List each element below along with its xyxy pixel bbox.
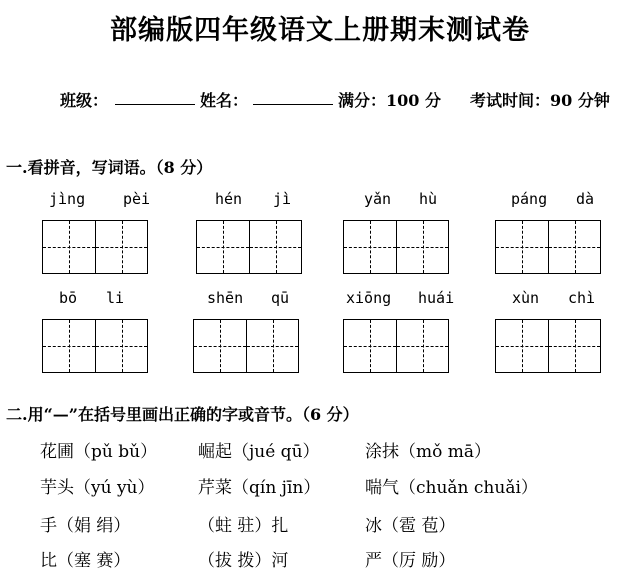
choice-item[interactable]: 比（塞 赛） — [40, 551, 131, 571]
choice-item[interactable]: 花圃（pǔ bǔ） — [40, 442, 158, 462]
pinyin: qū — [271, 289, 290, 307]
pinyin: li — [106, 289, 125, 307]
pinyin: hù — [419, 190, 438, 208]
choice-item[interactable]: （蛀 驻）扎 — [198, 516, 289, 536]
writing-grid[interactable] — [42, 319, 148, 373]
pinyin: jìng — [49, 190, 86, 208]
writing-grid[interactable] — [193, 319, 299, 373]
pinyin: hén — [215, 190, 243, 208]
pinyin: xùn — [512, 289, 540, 307]
choice-item[interactable]: 芋头（yú yù） — [40, 478, 155, 498]
pinyin: shēn — [207, 289, 244, 307]
pinyin: dà — [576, 190, 595, 208]
writing-grid[interactable] — [343, 319, 449, 373]
pinyin: jì — [273, 190, 292, 208]
pinyin: bō — [59, 289, 78, 307]
choice-item[interactable]: （拔 拨）河 — [198, 551, 289, 571]
pinyin: xiōng — [346, 289, 392, 307]
name-label: 姓名： — [200, 91, 249, 110]
section1-heading: 一.看拼音，写词语。（8 分） — [6, 158, 213, 177]
pinyin: pèi — [123, 190, 151, 208]
writing-grid[interactable] — [495, 319, 601, 373]
choice-item[interactable]: 严（厉 励） — [365, 551, 456, 571]
class-blank[interactable] — [115, 88, 195, 109]
full-score: 满分：100 分 — [338, 91, 441, 110]
writing-grid[interactable] — [495, 220, 601, 274]
exam-time: 考试时间：90 分钟 — [470, 91, 610, 110]
writing-grid[interactable] — [196, 220, 302, 274]
writing-grid[interactable] — [343, 220, 449, 274]
writing-grid[interactable] — [42, 220, 148, 274]
pinyin: páng — [511, 190, 548, 208]
pinyin: huái — [418, 289, 455, 307]
pinyin: yǎn — [364, 190, 392, 208]
choice-item[interactable]: 喘气（chuǎn chuǎi） — [365, 478, 538, 498]
choice-item[interactable]: 涂抹（mǒ mā） — [365, 442, 492, 462]
page-title: 部编版四年级语文上册期末测试卷 — [110, 15, 530, 46]
choice-item[interactable]: 芹菜（qín jīn） — [198, 478, 321, 498]
choice-item[interactable]: 手（娟 绢） — [40, 516, 131, 536]
choice-item[interactable]: 冰（雹 苞） — [365, 516, 456, 536]
section2-heading: 二.用“—”在括号里画出正确的字或音节。（6 分） — [6, 405, 359, 424]
class-label: 班级： — [60, 91, 109, 110]
name-blank[interactable] — [253, 88, 333, 109]
pinyin: chì — [568, 289, 596, 307]
choice-item[interactable]: 崛起（jué qū） — [198, 442, 320, 462]
